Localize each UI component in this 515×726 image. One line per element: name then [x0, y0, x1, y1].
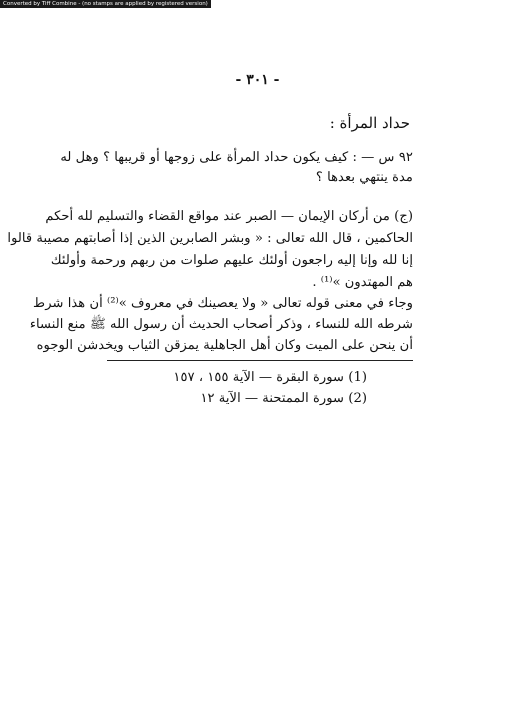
footnote-item: (1) سورة البقرة — الآية ١٥٥ ، ١٥٧	[173, 370, 367, 385]
body-line: وجاء في معنى قوله تعالى « ولا يعصينك في معروف »⁽²⁾ أن هذا شرط	[33, 296, 413, 311]
body-line: شرطه الله للنساء ، وذكر أصحاب الحديث أن رسول الله ﷺ منع النساء	[29, 317, 413, 332]
answer-line: إنا لله وإنا إليه راجعون أولئك عليهم صلوات من ربهم ورحمة وأولئك	[50, 253, 413, 268]
answer-line: هم المهتدون »⁽¹⁾ .	[312, 275, 413, 290]
question-line: ٩٢ س — : كيف يكون حداد المرأة على زوجها أو قريبها ؟ وهل له	[60, 150, 413, 165]
page-number: - ٣٠١ -	[235, 72, 280, 88]
converter-banner: Converted by Tiff Combine - (no stamps are applied by registered version)	[0, 0, 211, 8]
question-line: مدة ينتهي بعدها ؟	[315, 170, 413, 185]
answer-line: (ج) من أركان الإيمان — الصبر عند مواقع القضاء والتسليم لله أحكم	[45, 209, 413, 224]
answer-line: الحاكمين ، قال الله تعالى : « وبشر الصابرين الذين إذا أصابتهم مصيبة قالوا	[7, 231, 413, 246]
footnotes	[173, 367, 367, 409]
body-paragraph	[29, 293, 413, 356]
footnote-item: (2) سورة الممتحنة — الآية ١٢	[200, 391, 367, 406]
body-line: أن ينحن على الميت وكان أهل الجاهلية يمزقن الثياب ويخدشن الوجوه	[36, 338, 413, 353]
footnote-divider	[107, 360, 413, 361]
answer-paragraph	[7, 206, 413, 294]
section-heading: حداد المرأة :	[329, 114, 410, 132]
question-paragraph	[60, 148, 413, 188]
